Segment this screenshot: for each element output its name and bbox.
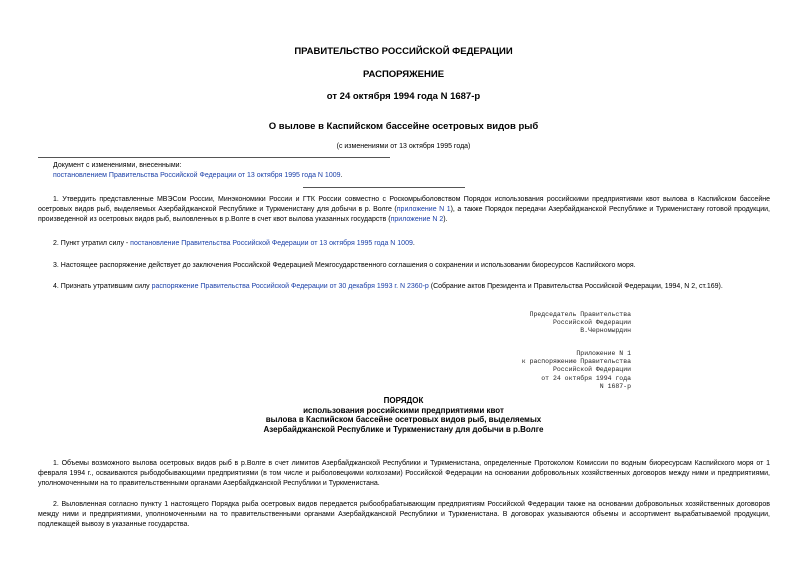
signature-line-2: Российской Федерации <box>552 319 631 327</box>
decree-1009-link[interactable]: постановление Правительства Российской Федерации от 13 октября 1995 года N 1009 <box>130 240 413 247</box>
center-divider <box>303 187 465 188</box>
order-title-main: ПОРЯДОК <box>383 396 424 405</box>
order-title-line-2: вылова в Каспийском бассейне осетровых видов рыб, выделяемых <box>265 415 542 424</box>
paragraph-2 <box>38 239 770 249</box>
top-divider <box>38 157 390 158</box>
order-2360-link[interactable]: распоряжение Правительства Российской Федерации от 30 декабря 1993 г. N 2360-р <box>151 283 429 290</box>
paragraph-1-text-b: ), а также Порядок передачи Азербайджанской Республике и Туркменистану готовой продукции, произведенной из осетровых видов рыб, выловленных в р.Волге в счет квот вылова указанных государств ( <box>38 206 770 223</box>
paragraph-4-text-a: 4. Признать утратившим силу <box>53 283 152 290</box>
paragraph-1 <box>38 195 770 225</box>
appendix-header-line-4: от 24 октября 1994 года <box>541 374 631 382</box>
document-subject: О вылове в Каспийском бассейне осетровых видов рыб <box>268 121 539 132</box>
paragraph-2-text-a: 2. Пункт утратил силу - <box>53 240 131 247</box>
appendix-1-link[interactable]: приложение N 1 <box>396 206 451 213</box>
signature-block <box>530 311 631 336</box>
paragraph-2-text-b: . <box>412 240 415 247</box>
signature-line-3: В.Черномырдин <box>580 327 631 335</box>
document-type-heading: РАСПОРЯЖЕНИЕ <box>362 69 445 80</box>
paragraph-4-text-b: (Собрание актов Президента и Правительства Российской Федерации, 1994, N 2, ст.169). <box>428 283 723 290</box>
amendments-note: (с изменениями от 13 октября 1995 года) <box>336 143 471 150</box>
paragraph-4 <box>38 282 770 292</box>
paragraph-1-text-c: ). <box>443 216 448 223</box>
order-title <box>0 396 807 434</box>
appendix-header-line-2: к распоряжению Правительства <box>521 358 631 366</box>
document-date-number: от 24 октября 1994 года N 1687-р <box>326 91 481 102</box>
paragraph-1-text-a: 1. Утвердить представленные МВЭСом России, Минэкономики России и ГТК России совместно с Роскомрыболовством Порядок использования российскими предприятиями квот вылова в Каспийском бассейне осетровых видов рыб, выделяемых Азербайджанской Республике и Туркменистану для добычи в р. Волге ( <box>38 196 770 213</box>
appendix-header-block <box>522 350 631 391</box>
order-paragraph-2: 2. Выловленная согласно пункту 1 настоящего Порядка рыба осетровых видов передается рыбообрабатывающим предприятиям Российской Федерации также на основании добровольных хозяйственных договоров между ними и предприятиями, уполномоченными на то правительственными органами Азербайджанской Республики и Туркменистана. В договорах указываются объемы и ассортимент вырабатываемой продукции, подлежащей вывозу в указанные государства. <box>38 501 770 528</box>
changes-intro: Документ с изменениями, внесенными: <box>53 162 182 169</box>
appendix-header-line-5: N 1687-р <box>599 382 631 390</box>
changes-link-line <box>53 172 342 179</box>
changes-decree-link[interactable]: постановлением Правительства Российской Федерации от 13 октября 1995 года N 1009 <box>53 172 341 179</box>
appendix-header-line-3: Российской Федерации <box>552 366 631 374</box>
government-heading: ПРАВИТЕЛЬСТВО РОССИЙСКОЙ ФЕДЕРАЦИИ <box>294 46 513 57</box>
order-paragraph-1: 1. Объемы возможного вылова осетровых видов рыб в р.Волге в счет лимитов Азербайджанской Республики и Туркменистана, определенные Протоколом Комиссии по водным биоресурсам Каспийского моря от 1 февраля 1994 г., осваиваются рыбодобывающими предприятиями (в том числе и рыболовецкими колхозами) Российской Федерации на основании добровольных хозяйственных договоров между ними и предприятиями, уполномоченными на то правительственными органами Азербайджанской Республики и Туркменистана. <box>38 460 770 487</box>
signature-line-1: Председатель Правительства <box>529 311 631 318</box>
paragraph-3: 3. Настоящее распоряжение действует до заключения Российской Федерацией Межгосударственного соглашения о сохранении и использовании биоресурсов Каспийского моря. <box>53 262 636 269</box>
order-title-line-3: Азербайджанской Республике и Туркменистану для добычи в р.Волге <box>263 424 544 434</box>
appendix-2-link[interactable]: приложение N 2 <box>390 216 444 223</box>
appendix-header-line-1: Приложение N 1 <box>576 350 631 357</box>
changes-end: . <box>340 172 343 179</box>
order-title-line-1: использования российскими предприятиями квот <box>303 405 504 415</box>
